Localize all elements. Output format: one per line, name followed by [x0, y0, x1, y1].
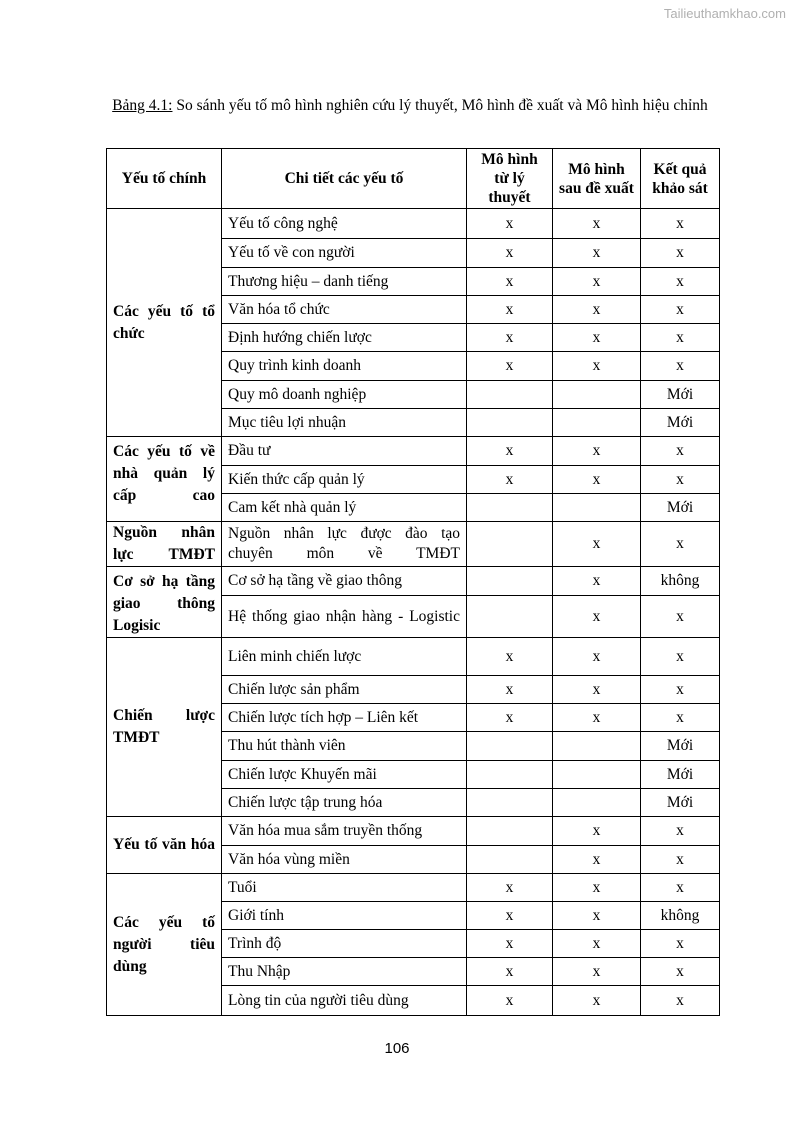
- detail-cell: Giới tính: [222, 902, 467, 930]
- proposed-cell: x: [553, 958, 641, 986]
- proposed-cell: x: [553, 567, 641, 596]
- proposed-cell: [553, 761, 641, 789]
- survey-cell: x: [641, 239, 720, 268]
- watermark: Tailieuthamkhao.com: [663, 6, 786, 21]
- group-name-cell: Các yếu tố người tiêu dùng: [107, 874, 222, 1016]
- proposed-cell: x: [553, 239, 641, 268]
- survey-cell: Mới: [641, 732, 720, 761]
- detail-cell: Cơ sở hạ tầng về giao thông: [222, 567, 467, 596]
- proposed-cell: x: [553, 676, 641, 704]
- theory-cell: x: [467, 209, 553, 239]
- theory-cell: x: [467, 352, 553, 381]
- table-row: [107, 437, 720, 466]
- table-row: [107, 817, 720, 846]
- survey-cell: x: [641, 209, 720, 239]
- survey-cell: x: [641, 704, 720, 732]
- theory-cell: [467, 596, 553, 638]
- detail-cell: Liên minh chiến lược: [222, 638, 467, 676]
- detail-cell: Chiến lược Khuyến mãi: [222, 761, 467, 789]
- survey-cell: không: [641, 567, 720, 596]
- table-row: [107, 567, 720, 596]
- theory-cell: [467, 761, 553, 789]
- header-survey-result: Kết quả khảo sát: [641, 149, 720, 209]
- theory-cell: x: [467, 704, 553, 732]
- table-row: [107, 209, 720, 239]
- header-main-factor: Yếu tố chính: [107, 149, 222, 209]
- theory-cell: x: [467, 930, 553, 958]
- detail-cell: Chiến lược tập trung hóa: [222, 789, 467, 817]
- detail-cell: Mục tiêu lợi nhuận: [222, 409, 467, 437]
- detail-cell: Quy trình kinh doanh: [222, 352, 467, 381]
- theory-cell: x: [467, 874, 553, 902]
- group-name-cell: Các yếu tố về nhà quản lý cấp cao: [107, 437, 222, 522]
- detail-cell: Quy mô doanh nghiệp: [222, 381, 467, 409]
- theory-cell: x: [467, 239, 553, 268]
- proposed-cell: x: [553, 296, 641, 324]
- survey-cell: không: [641, 902, 720, 930]
- detail-cell: Yếu tố về con người: [222, 239, 467, 268]
- theory-cell: x: [467, 676, 553, 704]
- theory-cell: [467, 522, 553, 567]
- survey-cell: x: [641, 352, 720, 381]
- survey-cell: x: [641, 596, 720, 638]
- proposed-cell: x: [553, 930, 641, 958]
- caption-label: Bảng 4.1:: [112, 97, 173, 114]
- detail-cell: Thương hiệu – danh tiếng: [222, 268, 467, 296]
- detail-cell: Yếu tố công nghệ: [222, 209, 467, 239]
- theory-cell: [467, 817, 553, 846]
- theory-cell: x: [467, 466, 553, 494]
- theory-cell: x: [467, 958, 553, 986]
- table-row: [107, 638, 720, 676]
- detail-cell: Thu hút thành viên: [222, 732, 467, 761]
- survey-cell: x: [641, 324, 720, 352]
- detail-cell: Văn hóa tổ chức: [222, 296, 467, 324]
- table-caption: [100, 95, 720, 116]
- proposed-cell: [553, 732, 641, 761]
- survey-cell: x: [641, 296, 720, 324]
- detail-cell: Văn hóa vùng miền: [222, 846, 467, 874]
- proposed-cell: x: [553, 466, 641, 494]
- detail-cell: Cam kết nhà quản lý: [222, 494, 467, 522]
- survey-cell: x: [641, 437, 720, 466]
- group-name-cell: Chiến lược TMĐT: [107, 638, 222, 817]
- detail-cell: Định hướng chiến lược: [222, 324, 467, 352]
- survey-cell: x: [641, 268, 720, 296]
- survey-cell: x: [641, 676, 720, 704]
- detail-cell: Trình độ: [222, 930, 467, 958]
- proposed-cell: x: [553, 986, 641, 1016]
- theory-cell: [467, 409, 553, 437]
- proposed-cell: x: [553, 352, 641, 381]
- group-name-cell: Yếu tố văn hóa: [107, 817, 222, 874]
- theory-cell: [467, 381, 553, 409]
- proposed-cell: x: [553, 638, 641, 676]
- theory-cell: x: [467, 324, 553, 352]
- theory-cell: x: [467, 902, 553, 930]
- table-row: [107, 874, 720, 902]
- proposed-cell: [553, 789, 641, 817]
- table-body: [107, 209, 720, 1016]
- proposed-cell: x: [553, 704, 641, 732]
- detail-cell: Chiến lược sản phẩm: [222, 676, 467, 704]
- proposed-cell: x: [553, 209, 641, 239]
- survey-cell: Mới: [641, 381, 720, 409]
- survey-cell: x: [641, 638, 720, 676]
- survey-cell: Mới: [641, 789, 720, 817]
- theory-cell: [467, 494, 553, 522]
- caption-text: So sánh yếu tố mô hình nghiên cứu lý thuyết, Mô hình đề xuất và Mô hình hiệu chỉnh: [172, 97, 708, 114]
- survey-cell: x: [641, 846, 720, 874]
- detail-cell: Tuổi: [222, 874, 467, 902]
- proposed-cell: x: [553, 268, 641, 296]
- survey-cell: x: [641, 874, 720, 902]
- detail-cell: Lòng tin của người tiêu dùng: [222, 986, 467, 1016]
- theory-cell: x: [467, 296, 553, 324]
- proposed-cell: x: [553, 522, 641, 567]
- theory-cell: x: [467, 986, 553, 1016]
- theory-cell: [467, 732, 553, 761]
- proposed-cell: x: [553, 874, 641, 902]
- survey-cell: x: [641, 958, 720, 986]
- survey-cell: Mới: [641, 409, 720, 437]
- theory-cell: [467, 567, 553, 596]
- header-proposed-model: Mô hình sau đề xuất: [553, 149, 641, 209]
- theory-cell: x: [467, 638, 553, 676]
- detail-cell: Hệ thống giao nhận hàng - Logistic: [222, 596, 467, 638]
- detail-cell: Văn hóa mua sắm truyền thống: [222, 817, 467, 846]
- proposed-cell: x: [553, 437, 641, 466]
- proposed-cell: x: [553, 817, 641, 846]
- detail-cell: Kiến thức cấp quản lý: [222, 466, 467, 494]
- header-row: [107, 149, 720, 209]
- survey-cell: x: [641, 986, 720, 1016]
- survey-cell: Mới: [641, 494, 720, 522]
- survey-cell: x: [641, 817, 720, 846]
- group-name-cell: Cơ sở hạ tầng giao thông Logisic: [107, 567, 222, 638]
- proposed-cell: x: [553, 846, 641, 874]
- proposed-cell: [553, 494, 641, 522]
- survey-cell: x: [641, 930, 720, 958]
- group-name-cell: Các yếu tố tổ chức: [107, 209, 222, 437]
- theory-cell: [467, 789, 553, 817]
- proposed-cell: [553, 409, 641, 437]
- proposed-cell: x: [553, 596, 641, 638]
- theory-cell: [467, 846, 553, 874]
- proposed-cell: [553, 381, 641, 409]
- header-theory-model: Mô hình từ lý thuyết: [467, 149, 553, 209]
- survey-cell: x: [641, 466, 720, 494]
- proposed-cell: x: [553, 324, 641, 352]
- group-name-cell: Nguồn nhân lực TMĐT: [107, 522, 222, 567]
- table-row: [107, 522, 720, 567]
- comparison-table: [106, 148, 720, 1016]
- proposed-cell: x: [553, 902, 641, 930]
- header-detail: Chi tiết các yếu tố: [222, 149, 467, 209]
- theory-cell: x: [467, 268, 553, 296]
- detail-cell: Đầu tư: [222, 437, 467, 466]
- survey-cell: x: [641, 522, 720, 567]
- detail-cell: Thu Nhập: [222, 958, 467, 986]
- page-number: 106: [384, 1040, 410, 1057]
- theory-cell: x: [467, 437, 553, 466]
- detail-cell: Chiến lược tích hợp – Liên kết: [222, 704, 467, 732]
- survey-cell: Mới: [641, 761, 720, 789]
- detail-cell: Nguồn nhân lực được đào tạo chuyên môn về TMĐT: [222, 522, 467, 567]
